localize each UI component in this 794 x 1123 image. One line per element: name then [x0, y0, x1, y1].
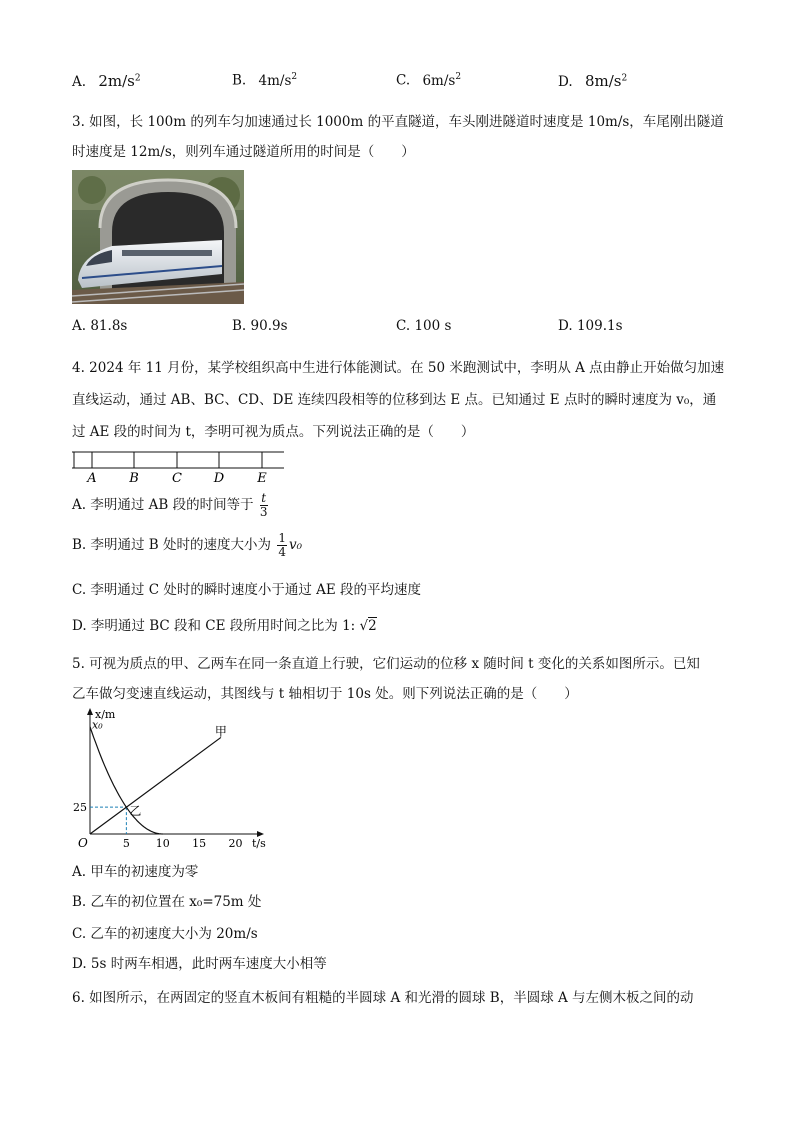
q5-stem-line-1: 5. 可视为质点的甲、乙两车在同一条直道上行驶，它们运动的位移 x 随时间 t 变化的关系如图所示。已知	[72, 656, 700, 672]
option-label: C.	[396, 72, 411, 89]
track-point-label-e: E	[257, 471, 267, 486]
option-label: B.	[232, 72, 247, 89]
q4-stem-line-2: 直线运动，通过 AB、BC、CD、DE 连续四段相等的位移到达 E 点。已知通过 E 点时的瞬时速度为 v₀，通	[72, 392, 717, 408]
q6-stem-line-1: 6. 如图所示，在两固定的竖直木板间有粗糙的半圆球 A 和光滑的圆球 B，半圆球 A 与左侧木板之间的动	[72, 990, 694, 1006]
series-jia-line	[90, 737, 221, 834]
y-tick-label-25: 25	[73, 801, 87, 815]
y-axis-label: x/m	[95, 708, 116, 721]
origin-label: O	[78, 836, 88, 850]
train-tunnel-image	[72, 170, 244, 304]
q5-stem-line-2: 乙车做匀变速直线运动，其图线与 t 轴相切于 10s 处。则下列说法正确的是（ ）	[72, 686, 578, 702]
q3-option-d[interactable]	[558, 318, 623, 334]
option-value: 109.1s	[576, 318, 623, 334]
fraction-numerator: 1	[278, 531, 286, 545]
x-tick-label-20: 20	[228, 837, 243, 850]
x-tick-label-15: 15	[192, 837, 207, 850]
track-point-label-a: A	[87, 471, 97, 486]
q2-option-a[interactable]	[72, 72, 141, 90]
option-tail: v₀	[288, 537, 302, 553]
option-value: 100 s	[414, 318, 452, 334]
x-tick-label-5: 5	[122, 837, 130, 850]
option-text: D. 李明通过 BC 段和 CE 段所用时间之比为 1:	[72, 618, 360, 634]
q4-stem-line-1: 4. 2024 年 11 月份，某学校组织高中生进行体能测试。在 50 米跑测试中，李明从 A 点由静止开始做匀加速	[72, 360, 725, 376]
q3-option-a[interactable]	[72, 318, 127, 334]
x-axis-label: t/s	[252, 837, 266, 850]
series-jia-label: 甲	[214, 724, 227, 739]
option-sup: 2	[621, 73, 628, 84]
track-point-label-d: D	[213, 471, 225, 486]
fraction-numerator: t	[261, 491, 267, 505]
y-axis-arrow	[87, 708, 93, 715]
sqrt-radicand: 2	[368, 618, 377, 634]
option-label: A.	[72, 318, 87, 334]
option-label: D.	[558, 74, 573, 90]
option-text: A. 李明通过 AB 段的时间等于	[72, 497, 254, 513]
q5-option-c[interactable]: C. 乙车的初速度大小为 20m/s	[72, 926, 258, 942]
q4-option-d[interactable]	[72, 614, 377, 634]
q5-option-a[interactable]: A. 甲车的初速度为零	[72, 864, 199, 880]
q3-stem-line-1: 3. 如图，长 100m 的列车匀加速通过长 1000m 的平直隧道，车头刚进隧道时速度是 10m/s，车尾刚出隧道	[72, 114, 724, 130]
q4-stem-line-3: 过 AE 段的时间为 t，李明可视为质点。下列说法正确的是（ ）	[72, 424, 475, 440]
q2-option-b[interactable]	[232, 72, 297, 89]
track-point-label-c: C	[172, 471, 182, 486]
q3-option-b[interactable]	[232, 318, 288, 334]
track-point-label-b: B	[129, 471, 139, 486]
option-sup: 2	[134, 73, 141, 84]
option-text: B. 李明通过 B 处时的速度大小为	[72, 537, 272, 553]
option-value: 90.9s	[250, 318, 288, 334]
track-diagram	[72, 450, 288, 486]
xt-chart	[72, 706, 272, 852]
q3-option-c[interactable]	[396, 318, 451, 334]
option-sup: 2	[455, 72, 462, 82]
q2-option-c[interactable]	[396, 72, 461, 89]
option-sup: 2	[291, 72, 298, 82]
q3-stem-line-2: 时速度是 12m/s，则列车通过隧道所用的时间是（ ）	[72, 144, 415, 160]
q4-option-b[interactable]	[72, 532, 302, 559]
x-tick-label-10: 10	[155, 837, 170, 850]
q2-option-d[interactable]	[558, 72, 627, 90]
option-label: B.	[232, 318, 247, 334]
option-label: C.	[396, 318, 411, 334]
option-value: 81.8s	[90, 318, 128, 334]
q5-option-d[interactable]: D. 5s 时两车相遇，此时两车速度大小相等	[72, 956, 327, 972]
q4-option-a[interactable]	[72, 492, 270, 519]
option-value: 4m/s	[258, 72, 292, 89]
fraction	[277, 532, 287, 559]
fraction	[260, 492, 268, 519]
option-value: 8m/s	[584, 72, 622, 90]
fraction-denominator: 4	[278, 545, 286, 559]
x0-label: x₀	[92, 718, 103, 732]
series-yi-label: 乙	[129, 804, 142, 819]
sqrt-symbol: √	[359, 618, 369, 634]
option-value: 6m/s	[422, 72, 456, 89]
option-value: 2m/s	[98, 72, 135, 90]
fraction-denominator: 3	[259, 505, 268, 519]
q5-option-b[interactable]: B. 乙车的初位置在 x₀=75m 处	[72, 894, 262, 910]
q4-option-c[interactable]: C. 李明通过 C 处时的瞬时速度小于通过 AE 段的平均速度	[72, 582, 422, 598]
option-label: A.	[72, 74, 87, 90]
option-label: D.	[558, 318, 573, 334]
